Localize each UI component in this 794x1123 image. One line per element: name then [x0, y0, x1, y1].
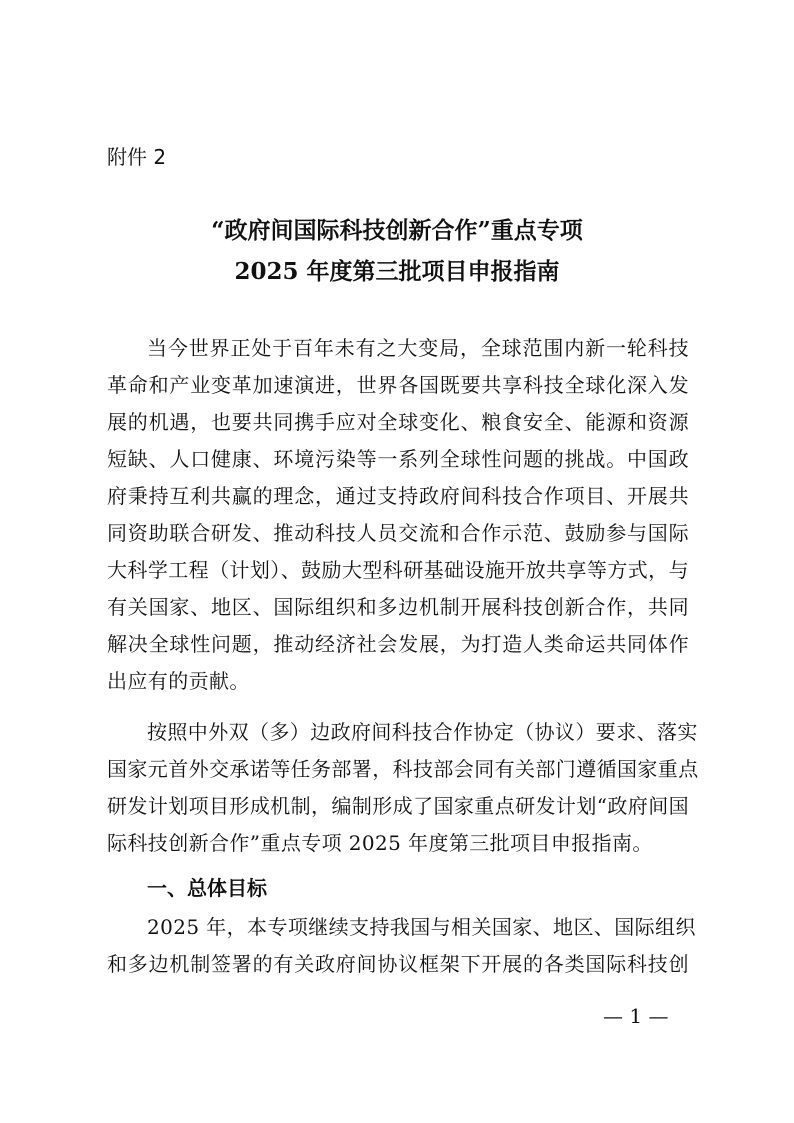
section-heading: 一、总体目标 [147, 876, 267, 900]
paragraph-line: 国家元首外交承诺等任务部署，科技部会同有关部门遵循国家重点 [107, 757, 699, 781]
paragraph-line: 研发计划项目形成机制，编制形成了国家重点研发计划“政府间国 [107, 794, 689, 818]
paragraph-line: 有关国家、地区、国际组织和多边机制开展科技创新合作，共同 [107, 595, 689, 619]
paragraph-line: 同资助联合研发、推动科技人员交流和合作示范、鼓励参与国际 [107, 521, 689, 545]
paragraph-line: 和多边机制签署的有关政府间协议框架下开展的各类国际科技创 [107, 952, 689, 976]
document-title-line-1: “政府间国际科技创新合作”重点专项 [211, 217, 583, 244]
paragraph-line: 出应有的贡献。 [107, 669, 250, 693]
paragraph-line: 短缺、人口健康、环境污染等一系列全球性问题的挑战。中国政 [107, 447, 689, 471]
paragraph-line: 当今世界正处于百年未有之大变局，全球范围内新一轮科技 [147, 336, 689, 360]
attachment-label: 附件 2 [107, 145, 167, 169]
paragraph-line: 革命和产业变革加速演进，世界各国既要共享科技全球化深入发 [107, 373, 689, 397]
paragraph-line: 大科学工程（计划）、鼓励大型科研基础设施开放共享等方式，与 [107, 558, 689, 582]
paragraph-line: 府秉持互利共赢的理念，通过支持政府间科技合作项目、开展共 [107, 484, 689, 508]
paragraph-line: 展的机遇，也要共同携手应对全球变化、粮食安全、能源和资源 [107, 410, 689, 434]
paragraph-line: 2025 年，本专项继续支持我国与相关国家、地区、国际组织 [147, 915, 696, 939]
document-title-line-2: 2025 年度第三批项目申报指南 [234, 258, 560, 285]
paragraph-line: 际科技创新合作”重点专项 2025 年度第三批项目申报指南。 [107, 831, 653, 855]
paragraph-line: 按照中外双（多）边政府间科技合作协定（协议）要求、落实 [147, 720, 698, 744]
paragraph-line: 解决全球性问题，推动经济社会发展，为打造人类命运共同体作 [107, 632, 689, 656]
page-number: — 1 — [603, 1004, 669, 1028]
